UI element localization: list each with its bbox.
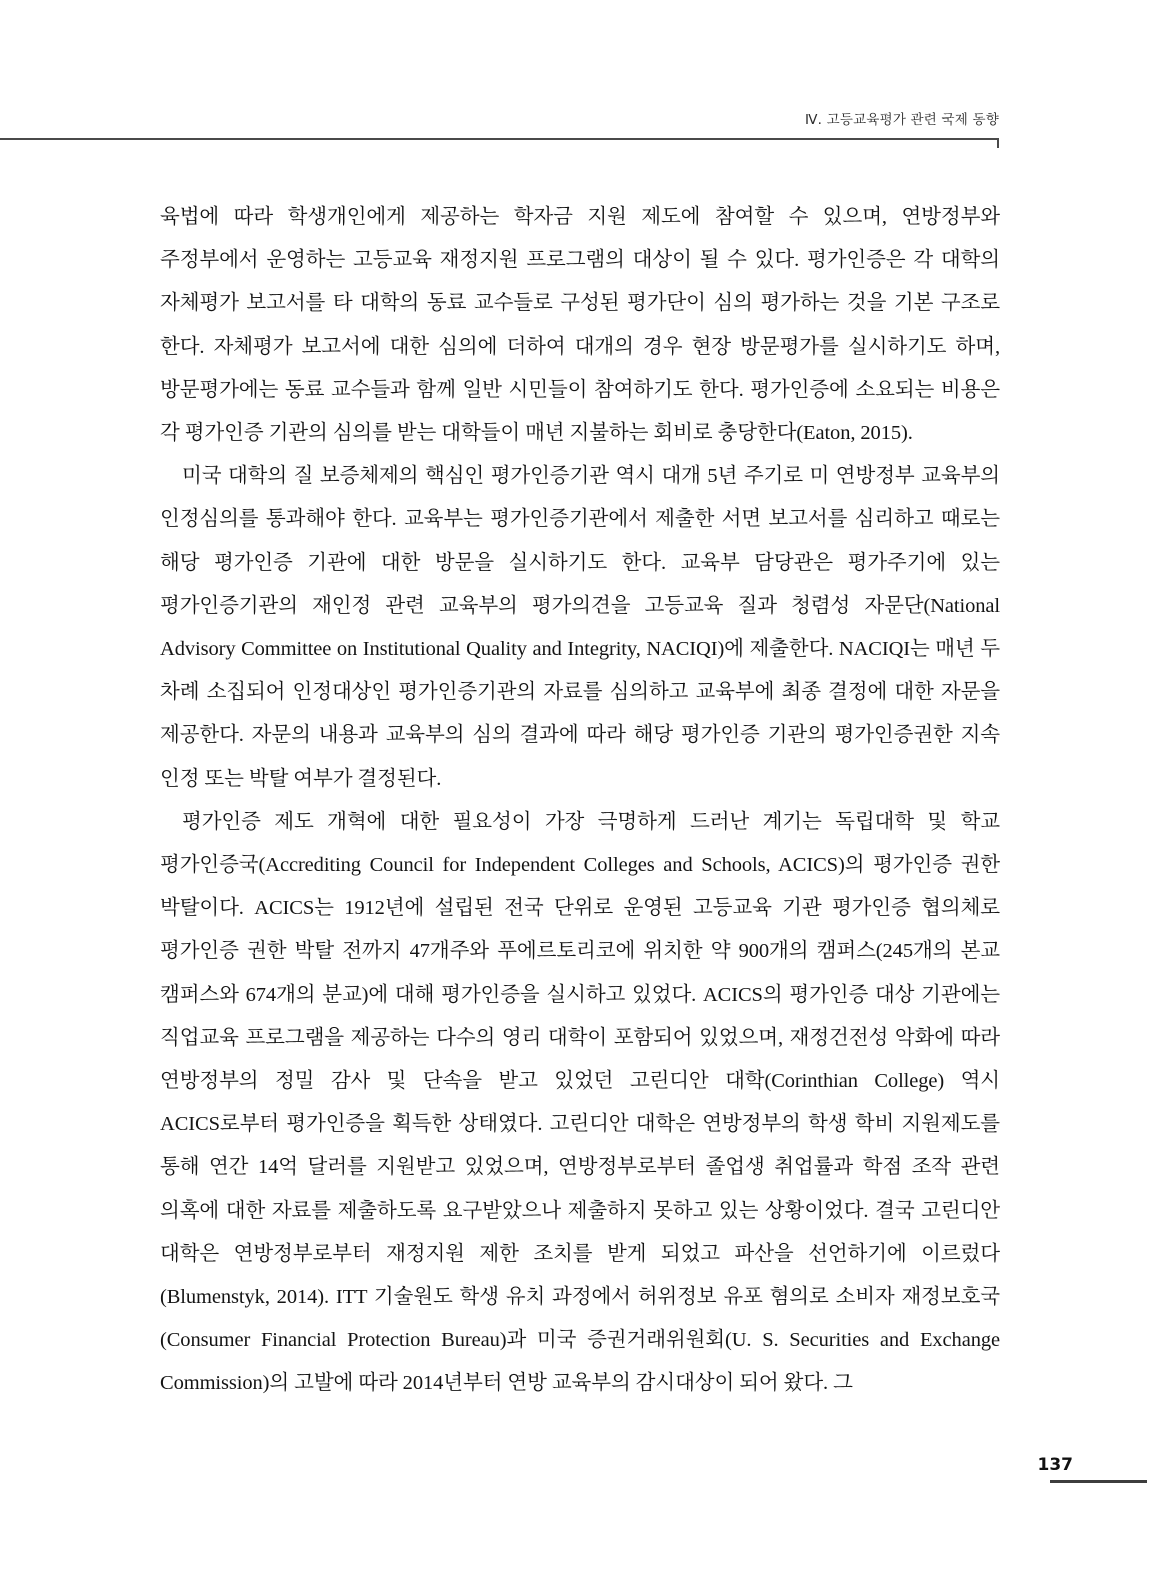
page-footer [160,1447,1073,1487]
paragraph-3: 평가인증 제도 개혁에 대한 필요성이 가장 극명하게 드러난 계기는 독립대학 및 학교 평가인증국(Accrediting Council for Independent Colleges and Schools, ACICS)의 평가인증 권한 박탈이다. ACICS는 1912년에 설립된 전국 단위로 운영된 고등교육 기관 평가인증 협의체로 평가인증 권한 박탈 전까지 47개주와 푸에르토리코에 위치한 약 900개의 캠퍼스(245개의 본교 캠퍼스와 674개의 분교)에 대해 평가인증을 실시하고 있었다. ACICS의 평가인증 대상 기관에는 직업교육 프로그램을 제공하는 다수의 영리 대학이 포함되어 있었으며, 재정건전성 악화에 따라 연방정부의 정밀 감사 및 단속을 받고 있었던 고린디안 대학(Corinthian College) 역시 ACICS로부터 평가인증을 획득한 상태였다. 고린디안 대학은 연방정부의 학생 학비 지원제도를 통해 연간 14억 달러를 지원받고 있었으며, 연방정부로부터 졸업생 취업률과 학점 조작 관련 의혹에 대한 자료를 제출하도록 요구받았으나 제출하지 못하고 있는 상황이었다. 결국 고린디안 대학은 연방정부로부터 재정지원 제한 조치를 받게 되었고 파산을 선언하기에 이르렀다(Blumenstyk, 2014). ITT 기술원도 학생 유치 과정에서 허위정보 유포 혐의로 소비자 재정보호국(Consumer Financial Protection Bureau)과 미국 증권거래위원회(U. S. Securities and Exchange Commission)의 고발에 따라 2014년부터 연방 교육부의 감시대상이 되어 왔다. 그 [160,810,1000,1395]
paragraph-1: 육법에 따라 학생개인에게 제공하는 학자금 지원 제도에 참여할 수 있으며, 연방정부와 주정부에서 운영하는 고등교육 재정지원 프로그램의 대상이 될 수 있다. 평가인증은 각 대학의 자체평가 보고서를 타 대학의 동료 교수들로 구성된 평가단이 심의 평가하는 것을 기본 구조로 한다. 자체평가 보고서에 대한 심의에 더하여 대개의 경우 현장 방문평가를 실시하기도 하며, 방문평가에는 동료 교수들과 함께 일반 시민들이 참여하기도 한다. 평가인증에 소요되는 비용은 각 평가인증 기관의 심의를 받는 대학들이 매년 지불하는 회비로 충당한다(Eaton, 2015). [160,206,1000,445]
paragraph-2: 미국 대학의 질 보증체제의 핵심인 평가인증기관 역시 대개 5년 주기로 미 연방정부 교육부의 인정심의를 통과해야 한다. 교육부는 평가인증기관에서 제출한 서면 보고서를 심리하고 때로는 해당 평가인증 기관에 대한 방문을 실시하기도 한다. 교육부 담당관은 평가주기에 있는 평가인증기관의 재인정 관련 교육부의 평가의견을 고등교육 질과 청렴성 자문단(National Advisory Committee on Institutional Quality and Integrity, NACIQI)에 제출한다. NACIQI는 매년 두 차례 소집되어 인정대상인 평가인증기관의 자료를 심의하고 교육부에 최종 결정에 대한 자문을 제공한다. 자문의 내용과 교육부의 심의 결과에 따라 해당 평가인증 기관의 평가인증권한 지속 인정 또는 박탈 여부가 결정된다. [160,465,1000,790]
chapter-title: Ⅳ. 고등교육평가 관련 국제 동향 [804,112,999,128]
page-body [160,196,1000,1406]
header-rule-end-cap [997,138,999,148]
footer-divider-rule [1050,1480,1147,1483]
header-divider-rule [0,138,999,140]
running-header [160,108,999,148]
page-number: 137 [1037,1455,1073,1475]
